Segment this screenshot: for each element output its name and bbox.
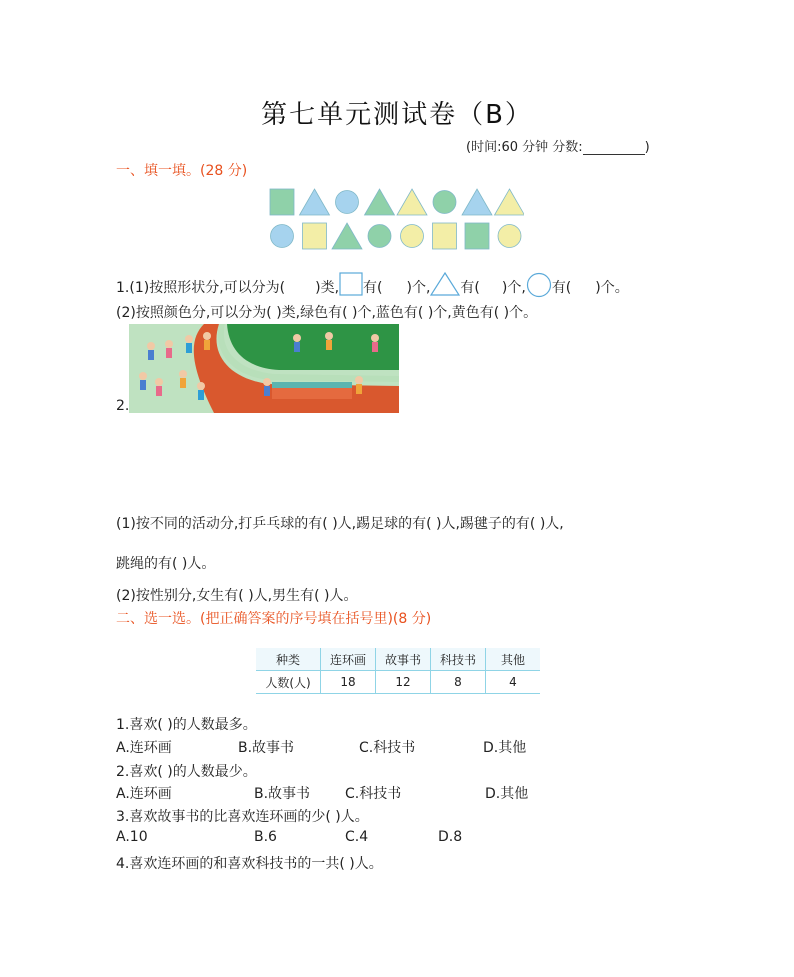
q1-line2: (2)按照颜色分,可以分为( )类,绿色有( )个,蓝色有( )个,黄色有( )个。 (116, 305, 538, 321)
circle-shape (498, 225, 521, 248)
triangle-shape (332, 223, 362, 249)
exam-meta (466, 136, 650, 155)
q1-text-a: 1.(1)按照形状分,可以分为( (116, 280, 286, 296)
q2-label: 2. (116, 398, 130, 414)
triangle-shape (300, 189, 330, 215)
mc-q3-option-b[interactable]: B.6 (254, 829, 277, 845)
table-cell: 4 (486, 671, 541, 694)
q1-text-f: )个, (501, 280, 526, 296)
table-cell: 12 (376, 671, 431, 694)
page-title: 第七单元测试卷（B） (261, 100, 533, 130)
table-cell: 人数(人) (256, 671, 321, 694)
circle-shape (368, 225, 391, 248)
mc-q1-option-a[interactable]: A.连环画 (116, 740, 172, 756)
circle-shape (271, 225, 294, 248)
triangle-shape (365, 189, 395, 215)
circle-outline-icon (526, 272, 552, 298)
mc-q3-stem: 3.喜欢故事书的比喜欢连环画的少( )人。 (116, 809, 369, 825)
table-cell: 8 (431, 671, 486, 694)
q1-text-d: )个, (406, 280, 431, 296)
circle-shape (433, 191, 456, 214)
table-header-cell: 连环画 (321, 648, 376, 671)
triangle-outline-icon (430, 272, 460, 296)
mc-q1-option-b[interactable]: B.故事书 (238, 740, 295, 756)
mc-q2-option-d[interactable]: D.其他 (485, 786, 529, 802)
mc-q2-option-b[interactable]: B.故事书 (254, 786, 311, 802)
time-score-label: (时间:60 分钟 分数: (466, 140, 583, 155)
circle-shape (336, 191, 359, 214)
circle-shape (401, 225, 424, 248)
mc-q2-stem: 2.喜欢( )的人数最少。 (116, 764, 257, 780)
mc-q3-option-d[interactable]: D.8 (438, 829, 463, 845)
square-shape (270, 189, 294, 215)
triangle-shape (462, 189, 492, 215)
q2-line2: 跳绳的有( )人。 (116, 556, 216, 572)
mc-q3-option-a[interactable]: A.10 (116, 829, 148, 845)
triangle-shape (397, 189, 427, 215)
mc-q3-option-c[interactable]: C.4 (345, 829, 369, 845)
q2-line1: (1)按不同的活动分,打乒乓球的有( )人,踢足球的有( )人,踢毽子的有( )人, (116, 516, 564, 532)
meta-close: ) (644, 140, 650, 155)
reading-table (256, 648, 540, 694)
square-shape (303, 223, 327, 249)
score-blank[interactable] (583, 142, 645, 155)
q1-text-h: )个。 (595, 280, 629, 296)
square-shape (465, 223, 489, 249)
table-header-cell: 种类 (256, 648, 321, 671)
square-outline-icon (339, 272, 363, 296)
mc-q1-option-d[interactable]: D.其他 (483, 740, 527, 756)
q2-line3: (2)按性别分,女生有( )人,男生有( )人。 (116, 588, 358, 604)
playground-illustration (129, 324, 399, 413)
section1-heading: 一、填一填。(28 分) (116, 163, 248, 179)
section2-heading: 二、选一选。(把正确答案的序号填在括号里)(8 分) (116, 611, 432, 627)
shapes-figure (268, 186, 524, 252)
table-header-cell: 科技书 (431, 648, 486, 671)
table-header-cell: 故事书 (376, 648, 431, 671)
table-row (256, 671, 540, 694)
mc-q2-option-a[interactable]: A.连环画 (116, 786, 172, 802)
mc-q1-option-c[interactable]: C.科技书 (359, 740, 416, 756)
mc-q2-option-c[interactable]: C.科技书 (345, 786, 402, 802)
table-header-cell: 其他 (486, 648, 541, 671)
q1-text-g: 有( (551, 280, 572, 296)
table-header-row (256, 648, 540, 671)
q1-text-b: )类, (315, 280, 340, 296)
playground-scene (129, 324, 399, 413)
table-cell: 18 (321, 671, 376, 694)
q1-line1 (116, 272, 629, 298)
mc-q1-stem: 1.喜欢( )的人数最多。 (116, 717, 257, 733)
mc-q4-stem: 4.喜欢连环画的和喜欢科技书的一共( )人。 (116, 856, 383, 872)
q1-text-c: 有( (363, 280, 383, 296)
q1-text-e: 有( (460, 280, 480, 296)
triangle-shape (495, 189, 525, 215)
square-shape (433, 223, 457, 249)
